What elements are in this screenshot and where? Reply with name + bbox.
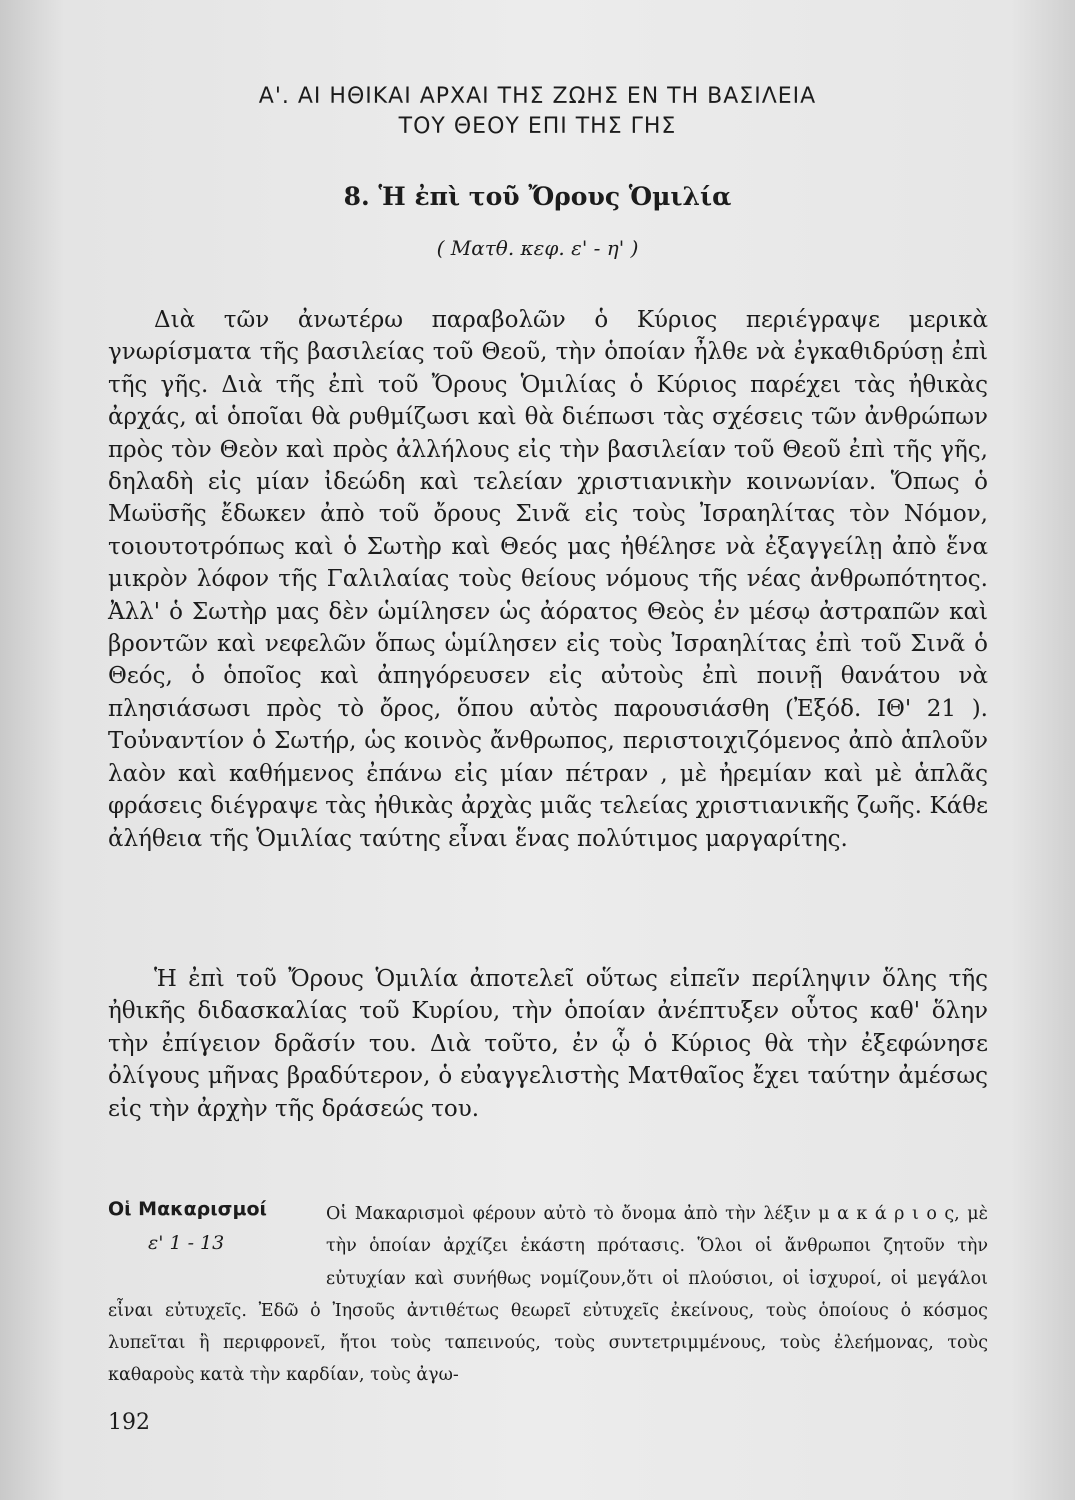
paragraph-2: Ἡ ἐπὶ τοῦ Ὄρους Ὁμιλία ἀποτελεῖ οὕτως εἰπεῖν περίληψιν ὅλης τῆς ἠθικῆς διδασκαλίας τοῦ Κυρίου, τὴν ὁποίαν ἀνέπτυξεν οὗτος καθ' ὅλην τὴν ἐπίγειον δρᾶσίν του. Διὰ τοῦτο, ἐν ᾧ ὁ Κύριος θὰ τὴν ἐξεφώνησε ὀλίγους μῆνας βραδύτερον, ὁ εὐαγγελιστὴς Ματθαῖος ἔχει ταύτην ἀμέσως εἰς τὴν ἀρχὴν τῆς δράσεώς του. — [108, 966, 988, 1122]
makarismoi-text: Οἱ Μακαρισμοὶ φέρουν αὐτὸ τὸ ὄνομα ἀπὸ τὴν λέξιν μ α κ ά ρ ι ο ς, μὲ τὴν ὁποίαν ἀρχίζει ἑκάστη πρότασις. Ὅλοι οἱ ἄνθρωποι ζητοῦν τὴν εὐτυχίαν καὶ συνήθως νομίζουν,ὅτι οἱ πλούσιοι, οἱ ἰσχυροί, οἱ μεγάλοι εἶναι εὐτυχεῖς. Ἐδῶ ὁ Ἰησοῦς ἀντιθέτως θεωρεῖ εὐτυχεῖς ἐκείνους, τοὺς ὁποίους ὁ κόσμος λυπεῖται ἢ περιφρονεῖ, ἤτοι τοὺς ταπεινούς, τοὺς συντετριμμένους, τοὺς ἐλεήμονας, τοὺς καθαροὺς κατὰ τὴν καρδίαν, τοὺς ἀγω- — [108, 1204, 988, 1386]
makarismoi-section — [108, 1198, 988, 1392]
section-reference: ( Ματθ. κεφ. ε' - η' ) — [436, 236, 639, 260]
page-number: 192 — [108, 1410, 150, 1435]
margin-reference: ε' 1 - 13 — [148, 1232, 225, 1254]
section-title: 8. Ἡ ἐπὶ τοῦ Ὄρους Ὁμιλία — [343, 182, 732, 211]
chapter-heading-line-2: ΤΟΥ ΘΕΟΥ ΕΠΙ ΤΗΣ ΓΗΣ — [398, 114, 677, 139]
chapter-heading-line-1: Α'. ΑΙ ΗΘΙΚΑΙ ΑΡΧΑΙ ΤΗΣ ΖΩΗΣ ΕΝ ΤΗ ΒΑΣΙΛΕΙΑ — [258, 84, 817, 109]
margin-heading: Οἱ Μακαρισμοί — [108, 1198, 267, 1220]
paragraph-1: Διὰ τῶν ἀνωτέρω παραβολῶν ὁ Κύριος περιέγραψε μερικὰ γνωρίσματα τῆς βασιλείας τοῦ Θεοῦ, τὴν ὁποίαν ἦλθε νὰ ἐγκαθιδρύσῃ ἐπὶ τῆς γῆς. Διὰ τῆς ἐπὶ τοῦ Ὄρους Ὁμιλίας ὁ Κύριος παρέχει τὰς ἠθικὰς ἀρχάς, αἱ ὁποῖαι θὰ ρυθμίζωσι καὶ θὰ διέπωσι τὰς σχέσεις τῶν ἀνθρώπων πρὸς τὸν Θεὸν καὶ πρὸς ἀλλήλους εἰς τὴν βασιλείαν τοῦ Θεοῦ ἐπὶ τῆς γῆς, δηλαδὴ εἰς μίαν ἰδεώδη καὶ τελείαν χριστιανικὴν κοινωνίαν. Ὅπως ὁ Μωϋσῆς ἔδωκεν ἀπὸ τοῦ ὄρους Σινᾶ εἰς τοὺς Ἰσραηλίτας τὸν Νόμον, τοιουτοτρόπως καὶ ὁ Σωτὴρ καὶ Θεός μας ἠθέλησε νὰ ἐξαγγείλῃ ἀπὸ ἕνα μικρὸν λόφον τῆς Γαλιλαίας τοὺς θείους νόμους τῆς νέας ἀνθρωπότητος. Ἀλλ' ὁ Σωτὴρ μας δὲν ὡμίλησεν ὡς ἀόρατος Θεὸς ἐν μέσῳ ἀστραπῶν καὶ βροντῶν καὶ νεφελῶν ὅπως ὡμίλησεν εἰς τοὺς Ἰσραηλίτας ἐπὶ τοῦ Σινᾶ ὁ Θεός, ὁ ὁποῖος καὶ ἀπηγόρευσεν εἰς αὐτοὺς ἐπὶ ποινῇ θανάτου νὰ πλησιάσωσι πρὸς τὸ ὄρος, ὅπου αὐτὸς παρουσιάσθη (Ἐξόδ. ΙΘ' 21 ). Τοὐναντίον ὁ Σωτήρ, ὡς κοινὸς ἄνθρωπος, περιστοιχιζόμενος ἀπὸ ἁπλοῦν λαὸν καὶ καθήμενος ἐπάνω εἰς μίαν πέτραν , μὲ ἠρεμίαν καὶ μὲ ἁπλᾶς φράσεις διέγραψε τὰς ἠθικὰς ἀρχὰς μιᾶς τελείας χριστιανικῆς ζωῆς. Κάθε ἀλήθεια τῆς Ὁμιλίας ταύτης εἶναι ἕνας πολύτιμος μαργαρίτης. — [108, 307, 988, 852]
